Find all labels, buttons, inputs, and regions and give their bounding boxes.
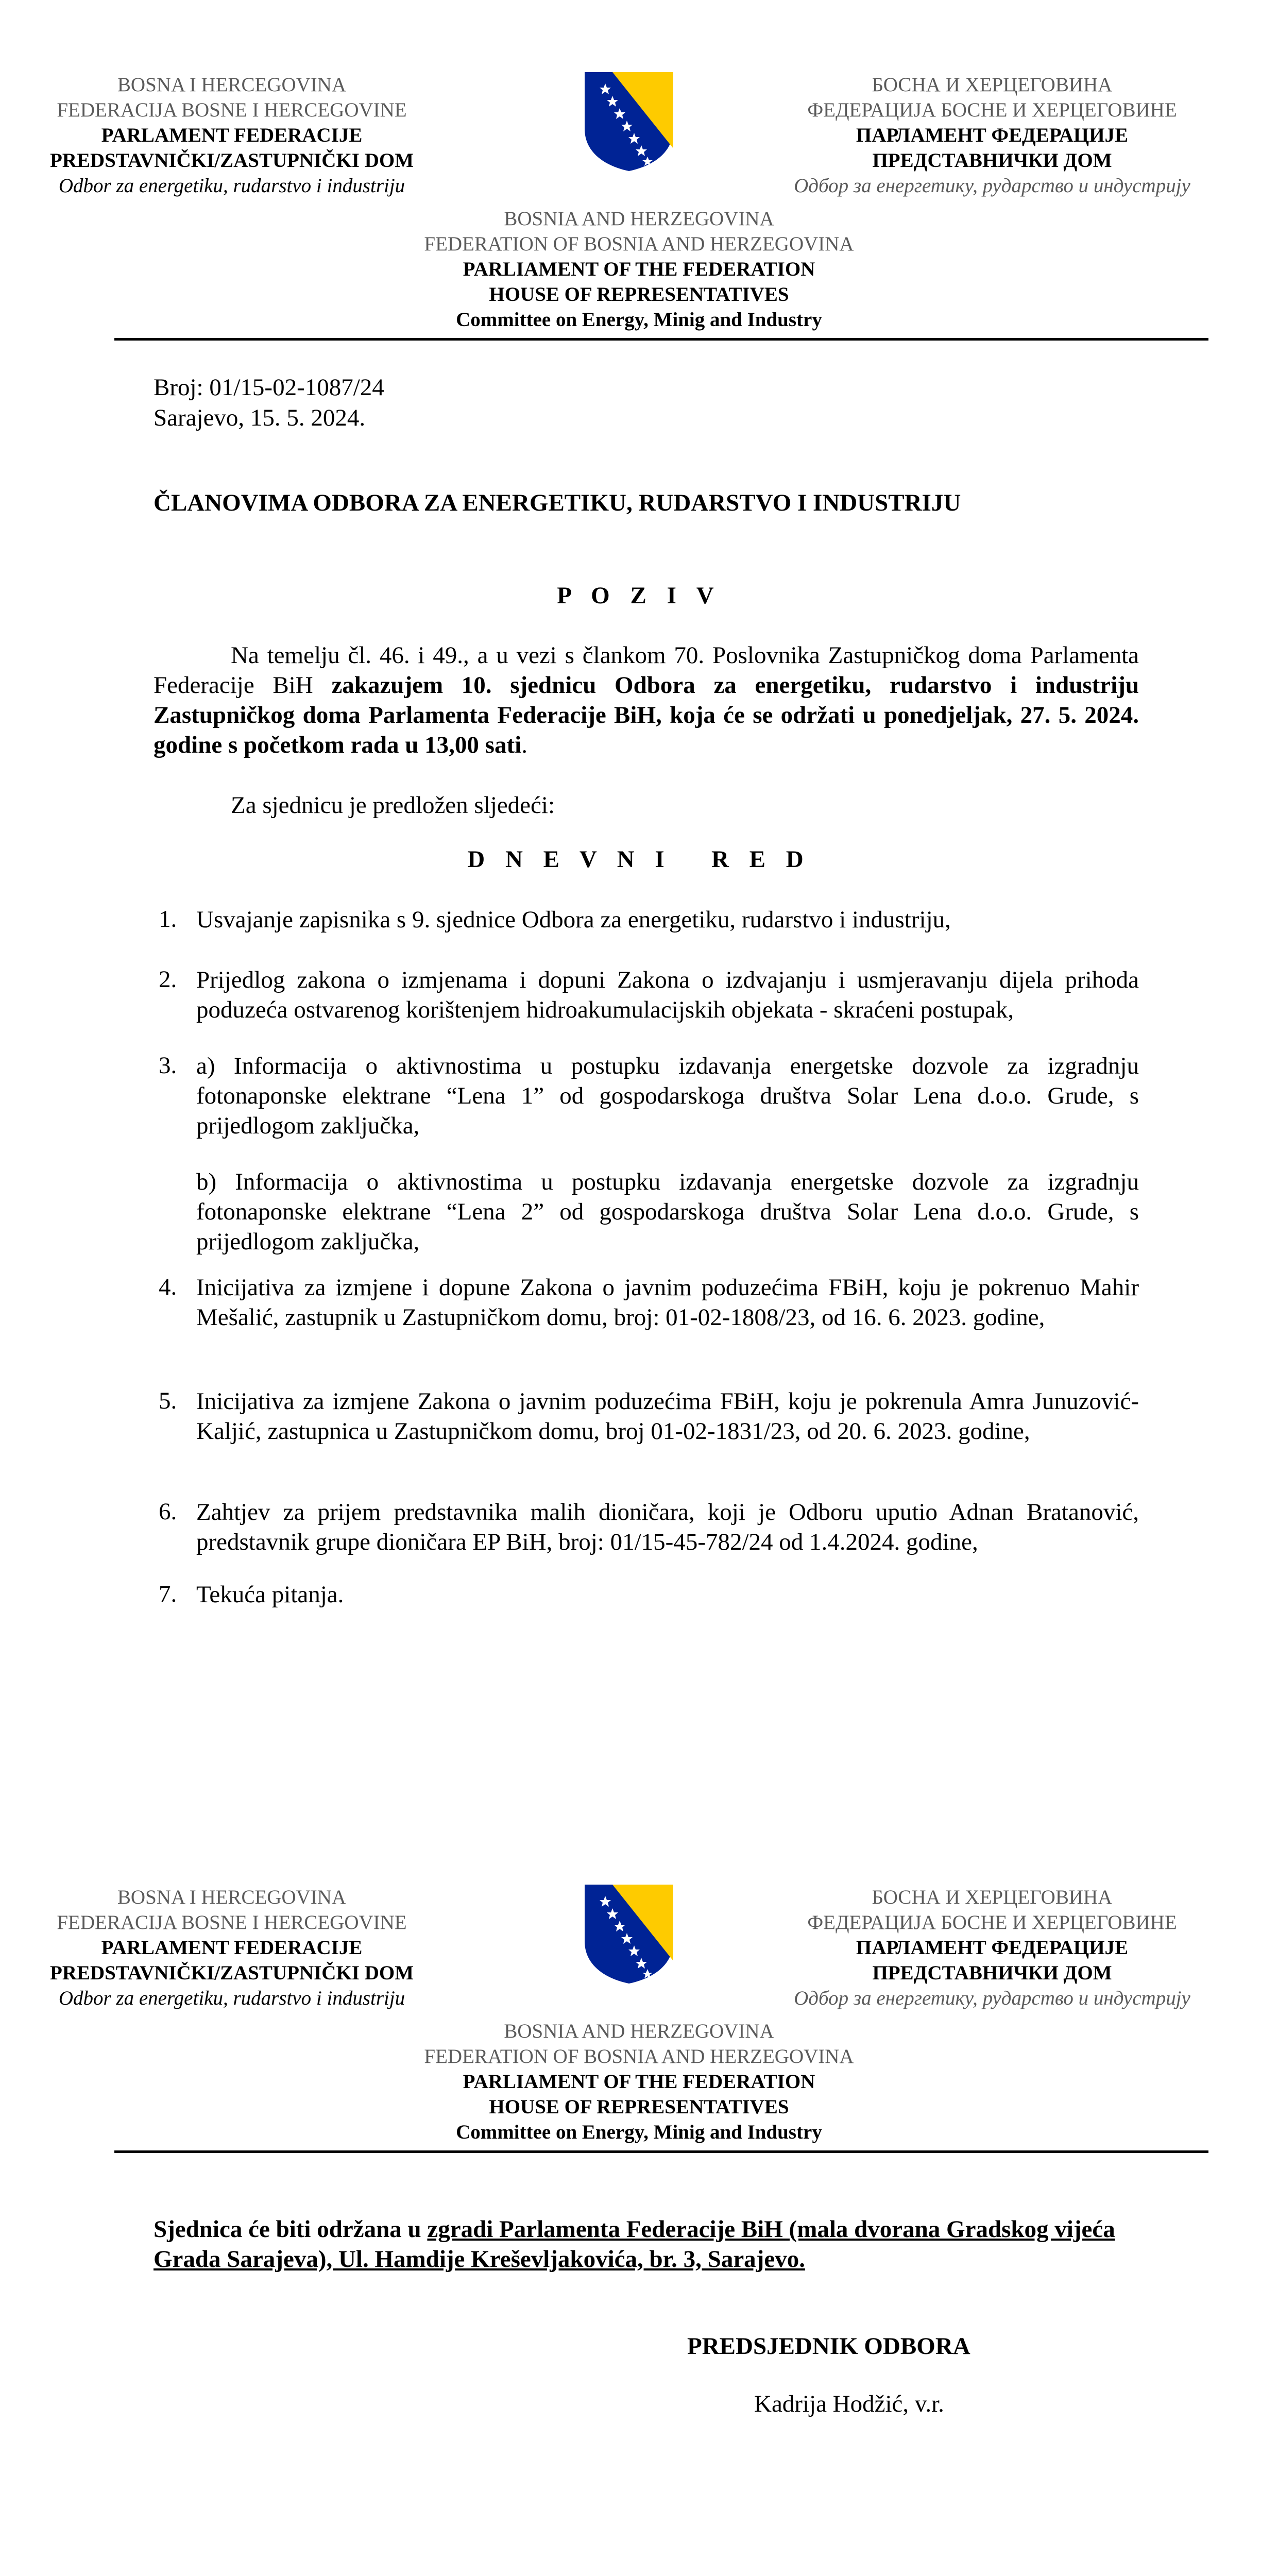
header-divider (114, 338, 1208, 341)
agenda-item-number: 3. (159, 1052, 177, 1079)
letterhead-center-block (0, 2019, 1278, 2145)
agenda-item: Prijedlog zakona o izmjenama i dopuni Zakona o izdvajanju i usmjeravanju dijela prihoda poduzeća ostvarenog korištenjem hidroakumulacijskih objekata - skraćeni postupak, (196, 967, 1139, 1023)
country-name: BOSNA I HERCEGOVINA (117, 1886, 347, 1908)
agenda-item-number: 7. (159, 1581, 177, 1607)
venue-address: zgradi Parlamenta Federacije BiH (mala dvorana Gradskog vijeća Grada Sarajeva), Ul. Hamdije Kreševljakovića, br. 3, Sarajevo. (154, 2216, 1115, 2273)
federation-name-english: FEDERATION OF BOSNIA AND HERZEGOVINA (424, 233, 854, 255)
agenda-item: Usvajanje zapisnika s 9. sjednice Odbora za energetiku, rudarstvo i industriju, (196, 906, 951, 933)
country-name-english: BOSNIA AND HERZEGOVINA (504, 208, 774, 230)
committee-name: Odbor za energetiku, rudarstvo i industriju (58, 1987, 405, 2009)
letterhead-center-block (0, 206, 1278, 332)
country-name-cyrillic: БОСНА И ХЕРЦЕГОВИНА (872, 74, 1113, 96)
agenda-item: Zahtjev za prijem predstavnika malih dioničara, koji je Odboru uputio Adnan Bratanović, predstavnik grupe dioničara EP BiH, broj: 01/15-45-782/24 od 1.4.2024. godine, (196, 1499, 1139, 1555)
letterhead-page-1 (0, 0, 1278, 331)
agenda-item: Inicijativa za izmjene Zakona o javnim poduzećima FBiH, koju je pokrenula Amra Junuzović- Kaljić, zastupnica u Zastupničkom domu, broj 01-02-1831/23, od 20. 6. 2023. godine, (196, 1388, 1139, 1445)
house-name: PREDSTAVNIČKI/ZASTUPNIČKI DOM (49, 149, 414, 172)
parliament-name: PARLAMENT FEDERACIJE (101, 1937, 363, 1959)
house-name-cyrillic: ПРЕДСТАВНИЧКИ ДОМ (872, 1962, 1112, 1984)
country-name-english: BOSNIA AND HERZEGOVINA (504, 2020, 774, 2042)
parliament-name: PARLAMENT FEDERACIJE (101, 124, 363, 146)
federation-name: FEDERACIJA BOSNE I HERCEGOVINE (57, 1911, 407, 1934)
letterhead-page-2 (0, 1812, 1278, 2143)
parliament-name-english: PARLIAMENT OF THE FEDERATION (463, 2071, 815, 2093)
agenda-item-number: 1. (159, 906, 177, 933)
coat-of-arms-icon (583, 71, 675, 172)
committee-name: Odbor za energetiku, rudarstvo i industriju (58, 175, 405, 197)
parliament-name-english: PARLIAMENT OF THE FEDERATION (463, 258, 815, 280)
intro-bold-text: zakazujem 10. sjednicu Odbora za energetiku, rudarstvo i industriju Zastupničkog doma Parlamenta Federacije BiH, koja će se održati u ponedjeljak, 27. 5. 2024. godine s početkom rada u 13,00 sati (154, 672, 1139, 758)
venue-intro: Sjednica će biti održana u (154, 2216, 428, 2243)
letterhead-right-block (760, 72, 1224, 198)
parliament-name-cyrillic: ПАРЛАМЕНТ ФЕДЕРАЦИЈЕ (856, 124, 1129, 146)
intro-text: Na temelju čl. 46. i 49., a u vezi s člankom 70. Poslovnika Zastupničkog doma Parlamenta Federacije BiH (154, 642, 1139, 699)
intro-end: . (521, 732, 527, 758)
addressee: ČLANOVIMA ODBORA ZA ENERGETIKU, RUDARSTVO I INDUSTRIJU (154, 489, 961, 516)
signature-name: Kadrija Hodžić, v.r. (754, 2391, 944, 2417)
proposed-line: Za sjednicu je predložen sljedeći: (231, 792, 555, 819)
agenda-item: b) Informacija o aktivnostima u postupku izdavanja energetske dozvole za izgradnju fotonaponske elektrane “Lena 2” od gospodarskoga društva Solar Lena d.o.o. Grude, s prijedlogom zaključka, (196, 1168, 1139, 1255)
letterhead-left-block (0, 72, 464, 198)
committee-name-cyrillic: Одбор за енергетику, рударство и индустрију (794, 1987, 1190, 2009)
committee-name-english: Committee on Energy, Minig and Industry (456, 2121, 822, 2143)
letterhead-left-block (0, 1885, 464, 2011)
document-number: Broj: 01/15-02-1087/24 (154, 374, 384, 401)
committee-name-english: Committee on Energy, Minig and Industry (456, 309, 822, 331)
letterhead-right-block (760, 1885, 1224, 2011)
agenda-item: a) Informacija o aktivnostima u postupku izdavanja energetske dozvole za izgradnju fotonaponske elektrane “Lena 1” od gospodarskoga društva Solar Lena d.o.o. Grude, s prijedlogom zaključka, (196, 1053, 1139, 1139)
intro-paragraph (154, 640, 1139, 760)
house-name-english: HOUSE OF REPRESENTATIVES (489, 283, 789, 306)
agenda-item: Inicijativa za izmjene i dopune Zakona o javnim poduzećima FBiH, koju je pokrenuo Mahir Mešalić, zastupnik u Zastupničkom domu, broj: 01-02-1808/23, od 16. 6. 2023. godine, (196, 1274, 1139, 1331)
coat-of-arms-icon (583, 1884, 675, 1985)
house-name-english: HOUSE OF REPRESENTATIVES (489, 2096, 789, 2118)
document-title: P O Z I V (557, 582, 721, 609)
federation-name: FEDERACIJA BOSNE I HERCEGOVINE (57, 99, 407, 121)
agenda-item: Tekuća pitanja. (196, 1581, 344, 1608)
house-name-cyrillic: ПРЕДСТАВНИЧКИ ДОМ (872, 149, 1112, 172)
house-name: PREDSTAVNIČKI/ZASTUPNIČKI DOM (49, 1962, 414, 1984)
agenda-item-number: 2. (159, 966, 177, 993)
agenda-item-number: 6. (159, 1498, 177, 1525)
country-name: BOSNA I HERCEGOVINA (117, 74, 347, 96)
agenda-item-number: 5. (159, 1387, 177, 1414)
signature-title: PREDSJEDNIK ODBORA (687, 2333, 970, 2360)
parliament-name-cyrillic: ПАРЛАМЕНТ ФЕДЕРАЦИЈЕ (856, 1937, 1129, 1959)
agenda-title: D N E V N I R E D (467, 846, 811, 873)
federation-name-cyrillic: ФЕДЕРАЦИЈА БОСНЕ И ХЕРЦЕГОВИНЕ (807, 99, 1177, 121)
header-divider (114, 2150, 1208, 2153)
country-name-cyrillic: БОСНА И ХЕРЦЕГОВИНА (872, 1886, 1113, 1908)
federation-name-english: FEDERATION OF BOSNIA AND HERZEGOVINA (424, 2045, 854, 2067)
federation-name-cyrillic: ФЕДЕРАЦИЈА БОСНЕ И ХЕРЦЕГОВИНЕ (807, 1911, 1177, 1934)
venue-paragraph (154, 2214, 1139, 2274)
committee-name-cyrillic: Одбор за енергетику, рударство и индустрију (794, 175, 1190, 197)
document-place-date: Sarajevo, 15. 5. 2024. (154, 404, 366, 431)
agenda-item-number: 4. (159, 1274, 177, 1300)
